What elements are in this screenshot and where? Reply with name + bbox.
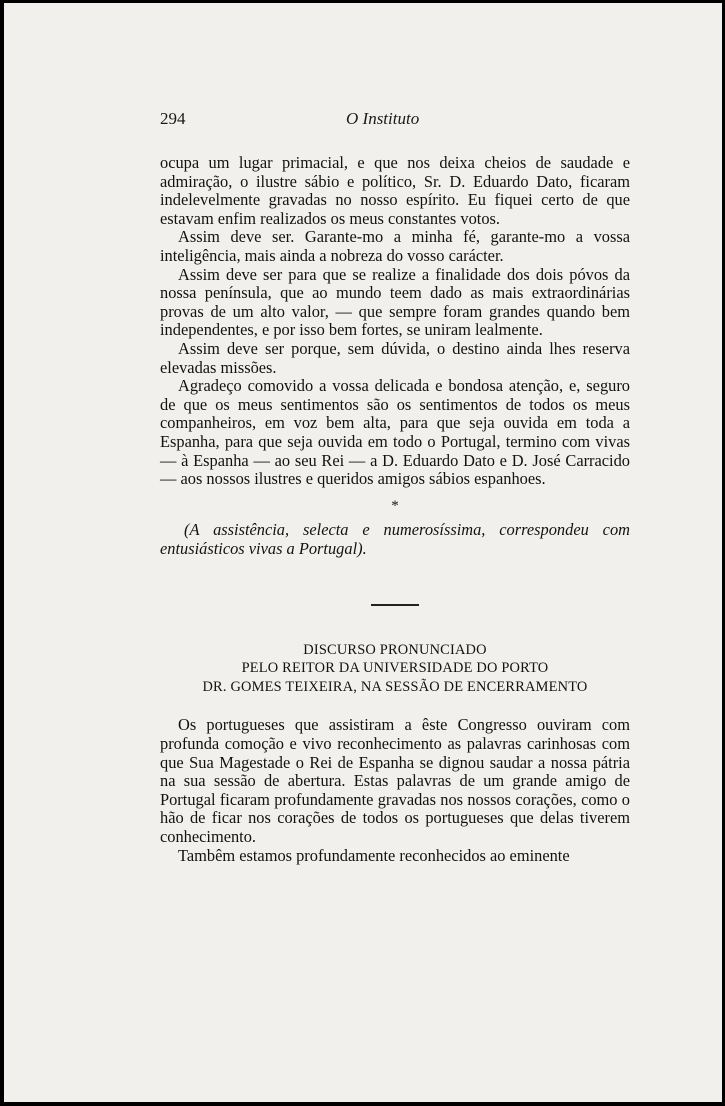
paragraph: Assim deve ser para que se realize a finalidade dos dois póvos da nossa península, que ao mundo teem dado as mais extraordinárias provas de um alto valor, — que sempre foram grandes quando bem independentes, e por isso bem fortes, se uniram lealmente. [160,264,630,340]
assistance-note: (A assistência, selecta e numerosíssima, correspondeu com entusiásticos vivas a Portugal). [160,520,630,558]
discurso-heading [160,641,630,697]
running-title: O Instituto [346,109,420,128]
discurso-body [160,716,630,865]
page-number: 294 [160,109,186,128]
discurso-heading-line: DR. GOMES TEIXEIRA, NA SESSÃO DE ENCERRAMENTO [202,678,588,695]
paragraph: Assim deve ser. Garante-mo a minha fé, garante-mo a vossa inteligência, mais ainda a nobreza do vosso carácter. [160,227,630,265]
discurso-heading-line: PELO REITOR DA UNIVERSIDADE DO PORTO [241,660,549,677]
paragraph: Agradeço comovido a vossa delicada e bondosa atenção, e, seguro de que os meus sentimentos são os sentimentos de todos os meus companheiros, em voz bem alta, para que seja ouvida em toda a Espanha, para que seja ouvida em todo o Portugal, termino com vivas — à Espanha — ao seu Rei — a D. Eduardo Dato e D. José Carracido — aos nossos ilustres e queridos amigos sábios espanhoes. [160,376,630,489]
horizontal-rule [371,604,419,606]
paragraph: Assim deve ser porque, sem dúvida, o destino ainda lhes reserva elevadas missões. [160,338,630,377]
paragraph: ocupa um lugar primacial, e que nos deixa cheios de saudade e admiração, o ilustre sábio e político, Sr. D. Eduardo Dato, ficaram indelevelmente gravadas no nosso espírito. Eu fiquei certo de que estavam enfim realizados os meus constantes votos. [160,153,630,228]
book-page [4,3,722,1102]
paragraph: Tambêm estamos profundamente reconhecidos ao eminente [178,845,570,865]
discurso-heading-line: DISCURSO PRONUNCIADO [303,641,487,658]
page-header [160,109,630,133]
page-body [160,154,630,865]
paragraph: Os portugueses que assistiram a êste Congresso ouviram com profunda comoção e vivo reconhecimento as palavras carinhosas com que Sua Magestade o Rei de Espanha se dignou saudar a nossa pátria na sua sessão de abertura. Estas palavras de um grande amigo de Portugal ficaram profundamente gravadas nos nossos corações, como o hão de ficar nos corações de todos os portugueses que delas tiverem conhecimento. [160,715,630,847]
section-separator: * [391,497,399,514]
